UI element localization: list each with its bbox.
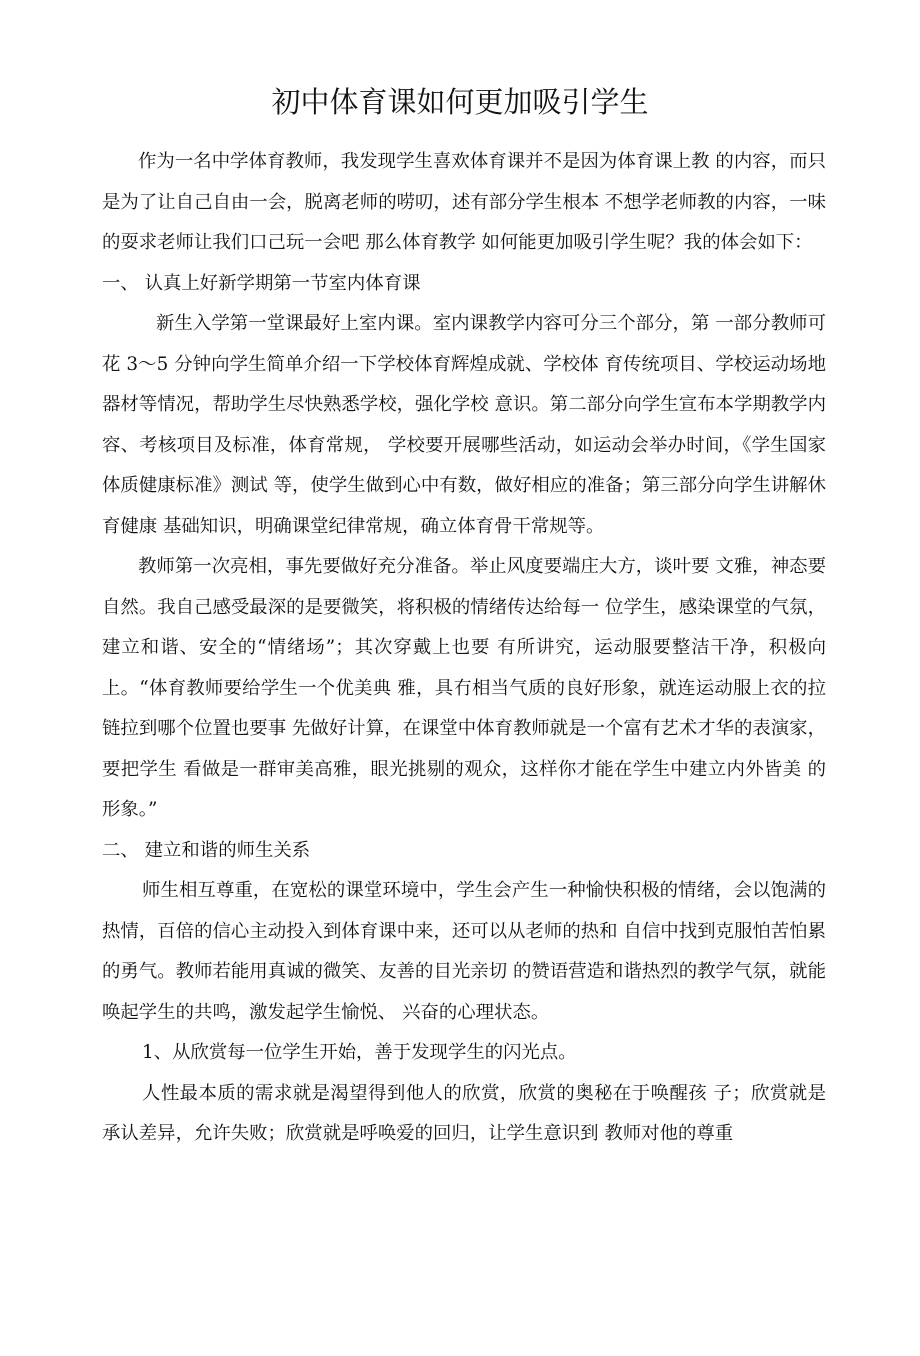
document-body [102, 142, 826, 1155]
document-title: 初中体育课如何更加吸引学生 [271, 85, 649, 119]
subheading-appreciate-students: 1、从欣赏每一位学生开始，善于发现学生的闪光点。 [142, 1042, 577, 1063]
paragraph-intro: 作为一名中学体育教师，我发现学生喜欢体育课并不是因为体育课上教 的内容，而只是为了让自己自由一会，脱离老师的唠叨，述有部分学生根本 不想学老师教的内容，一味的耍求老师让我们口己玩一会吧 那么体育教学 如何能更加吸引学生呢？我的体会如下： [102, 151, 826, 253]
paragraph-appreciation: 人性最本质的需求就是渴望得到他人的欣赏，欣赏的奥秘在于唤醒孩 子；欣赏就是承认差异，允许失败；欣赏就是呼唤爱的回归，让学生意识到 教师对他的尊重 [102, 1082, 826, 1144]
section-heading-1: 一、 认真上好新学期第一节室内体育课 [102, 272, 421, 294]
section-heading-2: 二、 建立和谐的师生关系 [102, 839, 311, 861]
paragraph-first-class: 新生入学第一堂课最好上室内课。室内课教学内容可分三个部分，第 一部分教师可花 3～5 分钟向学生简单介绍一下学校体育辉煌成就、学校体 育传统项目、学校运动场地器材等情况，帮助学生尽快熟悉学校，强化学校 意识。第二部分向学生宣布本学期教学内容、考核项目及标准，体育常规， 学校要开展哪些活动，如运动会举办时间，《学生国家体质健康标准》测试 等，使学生做到心中有数，做好相应的准备；第三部分向学生讲解休育健康 基础知识，明确课堂纪律常规，确立体育骨干常规等。 [102, 313, 826, 537]
paragraph-mutual-respect: 师生相互尊重，在宽松的课堂环境中，学生会产生一种愉快积极的情绪，会以饱满的热情，百倍的信心主动投入到体育课中来，还可以从老师的热和 自信中找到克服怕苦怕累的勇气。教师若能用真诚的微笑、友善的目光亲切 的赞语营造和谐热烈的教学气氛，就能唤起学生的共鸣，激发起学生愉悦、 兴奋的心理状态。 [102, 880, 826, 1023]
paragraph-teacher-appearance: 教师第一次亮相，事先要做好充分准备。举止风度要端庄大方，谈叶要 文雅，神态要自然。我自己感受最深的是要微笑，将积极的情绪传达给每一 位学生，感染课堂的气氛，建立和谐、安全的“情绪场”；其次穿戴上也要 有所讲究，运动服要整洁干净，积极向上。“体育教师要给学生一个优美典 雅，具冇相当气质的良好形象，就连运动服上衣的拉链拉到哪个位置也要事 先做好计算，在课堂中体育教师就是一个富有艺术才华的表演家，要把学生 看做是一群审美高雅，眼光挑剔的观众，这样你才能在学生中建立内外皆美 的形象。” [102, 556, 826, 820]
